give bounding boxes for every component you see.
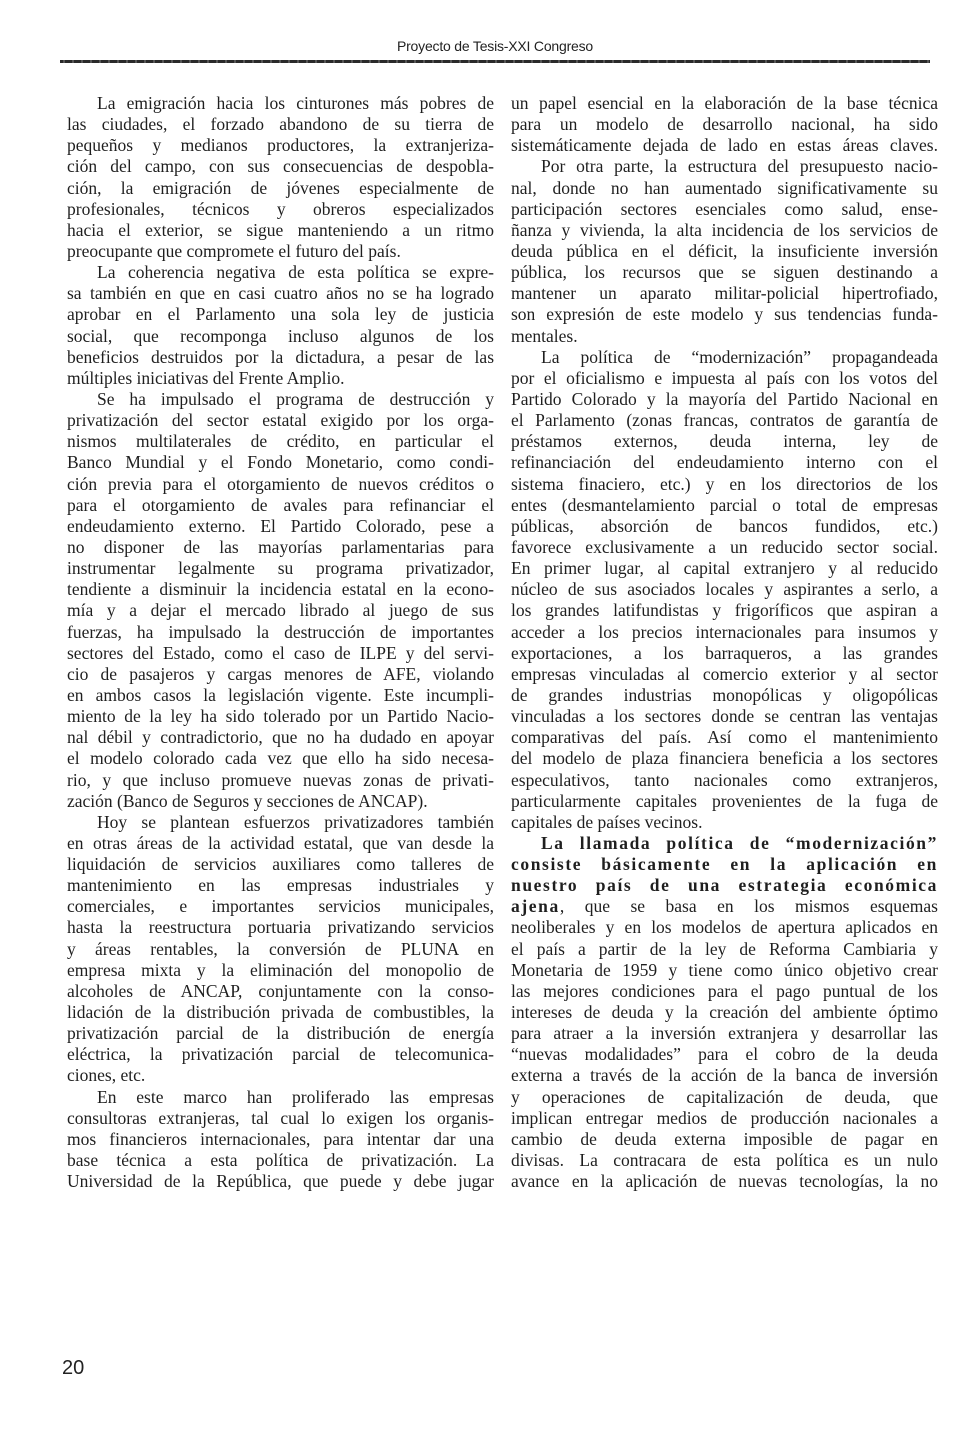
paragraph-coherencia — [67, 262, 494, 389]
text-line: profesionales, técnicos y obreros especializados — [67, 198, 494, 219]
header-rule — [60, 60, 930, 63]
text-line: públicas, absorción de bancos fundidos, etc.) — [511, 515, 938, 536]
text-line: eléctrica, la privatización parcial de telecomunica- — [67, 1044, 494, 1065]
text-line: divisas. La contracara de esta política es un nulo — [511, 1150, 938, 1171]
text-line: el Parlamento (zonas francas, contratos de garantía de — [511, 410, 938, 431]
text-line: En primer lugar, al capital extranjero y al reducido — [511, 558, 938, 579]
text-line: zación (Banco de Seguros y secciones de ANCAP). — [67, 790, 428, 811]
bold-text-line: La llamada política de “modernización” — [541, 832, 938, 853]
text-line: fuerzas, ha impulsado la destrucción de importantes — [67, 621, 494, 642]
text-line: sectores del Estado, como el caso de ILPE y del servi- — [67, 642, 494, 663]
text-line: y áreas rentables, la conversión de PLUNA en — [67, 938, 494, 959]
right-column — [511, 93, 938, 1192]
text-line: lidación de la distribución privada de combustibles, la — [67, 1002, 494, 1023]
text-line: ción del campo, con sus consecuencias de despobla- — [67, 156, 494, 177]
text-line: Por otra parte, la estructura del presupuesto nacio- — [541, 156, 938, 177]
text-line: implican entregar medios de producción nacionales a — [511, 1107, 938, 1128]
text-line: En este marco han proliferado las empresas — [97, 1086, 494, 1107]
text-line: La coherencia negativa de esta política se expre- — [97, 262, 494, 283]
text-line: en ambos casos la legislación vigente. Este incumpli- — [67, 684, 494, 705]
text-line: exportaciones, a los barraqueros, a las grandes — [511, 642, 938, 663]
text-line: sistemáticamente dejada de lado en estas áreas claves. — [511, 135, 938, 156]
text-line: privatización del sector estatal exigido por los orga- — [67, 410, 494, 431]
text-line: base técnica a esta política de privatización. La — [67, 1150, 494, 1171]
text-line: los grandes latifundistas y frigoríficos que aspiran a — [511, 600, 938, 621]
text-line: por el oficialismo e impuesta al país con los votos del — [511, 367, 938, 388]
text-line: instrumentar legalmente su programa privatizador, — [67, 558, 494, 579]
paragraph-llamada-politica — [511, 833, 938, 1192]
text-line: privatización parcial de la distribución de energía — [67, 1023, 494, 1044]
text-line: alcoholes de ANCAP, conjuntamente con la conso- — [67, 980, 494, 1001]
text-line: Banco Mundial y el Fondo Monetario, como condi- — [67, 452, 494, 473]
text-line: ciones, etc. — [67, 1065, 146, 1086]
text-line: comerciales, e importantes servicios municipales, — [67, 896, 494, 917]
text-line: beneficios destruidos por la dictadura, a pesar de las — [67, 346, 494, 367]
text-line: cambio de deuda externa imposible de pagar en — [511, 1128, 938, 1149]
text-line: sistema finaciero, etc.) y en los directorios de los — [511, 473, 938, 494]
text-line: miento de la ley ha sido tolerado por un Partido Nacio- — [67, 706, 494, 727]
paragraph-privatizacion — [67, 389, 494, 812]
page-number: 20 — [62, 1357, 85, 1379]
text-line: cio de pasajeros y cargas menores de AFE, violando — [67, 663, 494, 684]
text-line: externa a través de la acción de la banca de inversión — [511, 1065, 938, 1086]
text-line: Monetaria de 1959 y tiene como único objetivo crear — [511, 959, 938, 980]
text-line: mantenimiento en las empresas industriales y — [67, 875, 494, 896]
bold-word: ajena — [511, 896, 560, 917]
text-line: Hoy se plantean esfuerzos privatizadores también — [97, 811, 494, 832]
text-line: hacia el exterior, se sigue manteniendo a un ritmo — [67, 219, 494, 240]
text-line: favorece exclusivamente a un reducido sector social. — [511, 536, 938, 557]
text-line: acceder a los precios internacionales para insumos y — [511, 621, 938, 642]
text-fragment: , que se basa en los mismos esquemas — [559, 896, 938, 917]
text-line: preocupante que compromete el futuro del país. — [67, 240, 401, 261]
text-line: capitales de países vecinos. — [511, 811, 703, 832]
text-line: entes (desmantelamiento parcial o total de empresas — [511, 494, 938, 515]
text-line: intereses de deuda y la creación del ambiente óptimo — [511, 1002, 938, 1023]
text-line: y operaciones de capitalización de deuda, que — [511, 1086, 938, 1107]
text-line: comparativas del país. Así como el mantenimiento — [511, 727, 938, 748]
text-line: en otras áreas de la actividad estatal, que van desde la — [67, 832, 494, 853]
text-line: para atraer a la inversión extranjera y desarrollar las — [511, 1023, 938, 1044]
text-line: La política de “modernización” propagandeada — [541, 346, 938, 367]
paragraph-consultoras — [67, 1087, 494, 1193]
text-line: Se ha impulsado el programa de destrucción y — [97, 388, 494, 409]
text-line: tendiente a disminuir la incidencia estatal en la econo- — [67, 579, 494, 600]
text-line: rio, y que incluso promueve nuevas zonas de privati- — [67, 769, 494, 790]
text-line: para un modelo de desarrollo nacional, ha sido — [511, 114, 938, 135]
text-line: de grandes industrias monopólicas y oligopólicas — [511, 684, 938, 705]
text-line: participación sectores esenciales como salud, ense- — [511, 198, 938, 219]
text-line: nal débil y contradictorio, que no ha dudado en apoyar — [67, 727, 494, 748]
text-line: pequeños y medianos productores, la extranjeriza- — [67, 135, 494, 156]
text-line: las ciudades, el forzado abandono de su tierra de — [67, 114, 494, 135]
paragraph-esfuerzos — [67, 812, 494, 1087]
paragraph-presupuesto — [511, 156, 938, 346]
running-header: Proyecto de Tesis-XXI Congreso — [396, 38, 594, 54]
text-line: ción previa para el otorgamiento de nuevos créditos o — [67, 473, 494, 494]
text-line: neoliberales y en los modelos de apertura aplicados en — [511, 917, 938, 938]
text-line: mía y a dejar el mercado librado al juego de sus — [67, 600, 494, 621]
text-line: avance en la aplicación de nuevas tecnologías, la no — [511, 1171, 938, 1192]
left-column — [67, 93, 494, 1192]
paragraph-continuation — [511, 93, 938, 156]
text-line: ción, la emigración de jóvenes especialmente de — [67, 177, 494, 198]
text-line: vinculadas a los sectores donde se centran las ventajas — [511, 706, 938, 727]
text-line: préstamos externos, deuda interna, ley de — [511, 431, 938, 452]
text-line: mantener un aparato militar-policial hipertrofiado, — [511, 283, 938, 304]
text-line: pública, los recursos que se siguen destinando a — [511, 262, 938, 283]
text-line: no disponer de las mayorías parlamentarias para — [67, 536, 494, 557]
text-line: el modelo colorado cada vez que ello ha sido necesa- — [67, 748, 494, 769]
text-line: núcleo de sus asociados locales y aspirantes a serlo, a — [511, 579, 938, 600]
bold-text-line: consiste básicamente en la aplicación en — [511, 854, 938, 875]
text-line: ñanza y vivienda, la alta incidencia de los servicios de — [511, 219, 938, 240]
text-line: mentales. — [511, 325, 578, 346]
text-line: La emigración hacia los cinturones más pobres de — [97, 93, 494, 113]
mixed-text-line — [511, 896, 938, 917]
text-line: refinanciación del endeudamiento interno con el — [511, 452, 938, 473]
text-line: especulativos, tanto nacionales como extranjeros, — [511, 769, 938, 790]
text-line: sa también en que en casi cuatro años no se ha logrado — [67, 283, 494, 304]
text-line: múltiples iniciativas del Frente Amplio. — [67, 367, 345, 388]
text-line: “nuevas modalidades” para el cobro de la deuda — [511, 1044, 938, 1065]
text-line: particularmente capitales provenientes de la fuga de — [511, 790, 938, 811]
text-line: un papel esencial en la elaboración de la base técnica — [511, 93, 938, 113]
text-line: consultoras extranjeras, tal cual lo exigen los organis- — [67, 1107, 494, 1128]
text-line: el país a partir de la ley de Reforma Cambiaria y — [511, 938, 938, 959]
text-line: aprobar en el Parlamento una sola ley de justicia — [67, 304, 494, 325]
text-line: nal, donde no han aumentado significativamente su — [511, 177, 938, 198]
text-line: deuda pública en el déficit, la insuficiente inversión — [511, 240, 938, 261]
text-line: para el otorgamiento de avales para refinanciar el — [67, 494, 494, 515]
text-line: las mejores condiciones para el pago puntual de los — [511, 980, 938, 1001]
text-line: mos financieros internacionales, para intentar dar una — [67, 1128, 494, 1149]
text-line: empresa mixta y la eliminación del monopolio de — [67, 959, 494, 980]
paragraph-emigracion — [67, 93, 494, 262]
text-line: son expresión de este modelo y sus tendencias funda- — [511, 304, 938, 325]
text-line: Partido Colorado y la mayoría del Partido Nacional en — [511, 388, 938, 409]
text-line: liquidación de servicios auxiliares como talleres de — [67, 854, 494, 875]
text-line: Universidad de la República, que puede y debe jugar — [67, 1171, 494, 1192]
text-line: endeudamiento externo. El Partido Colorado, pese a — [67, 515, 494, 536]
text-line: nismos multilaterales de crédito, en particular el — [67, 431, 494, 452]
text-line: hasta la reestructura portuaria privatizando servicios — [67, 917, 494, 938]
bold-text-line: nuestro país de una estrategia económica — [511, 875, 938, 896]
text-line: empresas vinculadas al comercio exterior y al sector — [511, 663, 938, 684]
text-line: del modelo de plaza financiera beneficia a los sectores — [511, 748, 938, 769]
text-line: social, que recomponga incluso algunos de los — [67, 325, 494, 346]
paragraph-modernizacion — [511, 347, 938, 833]
